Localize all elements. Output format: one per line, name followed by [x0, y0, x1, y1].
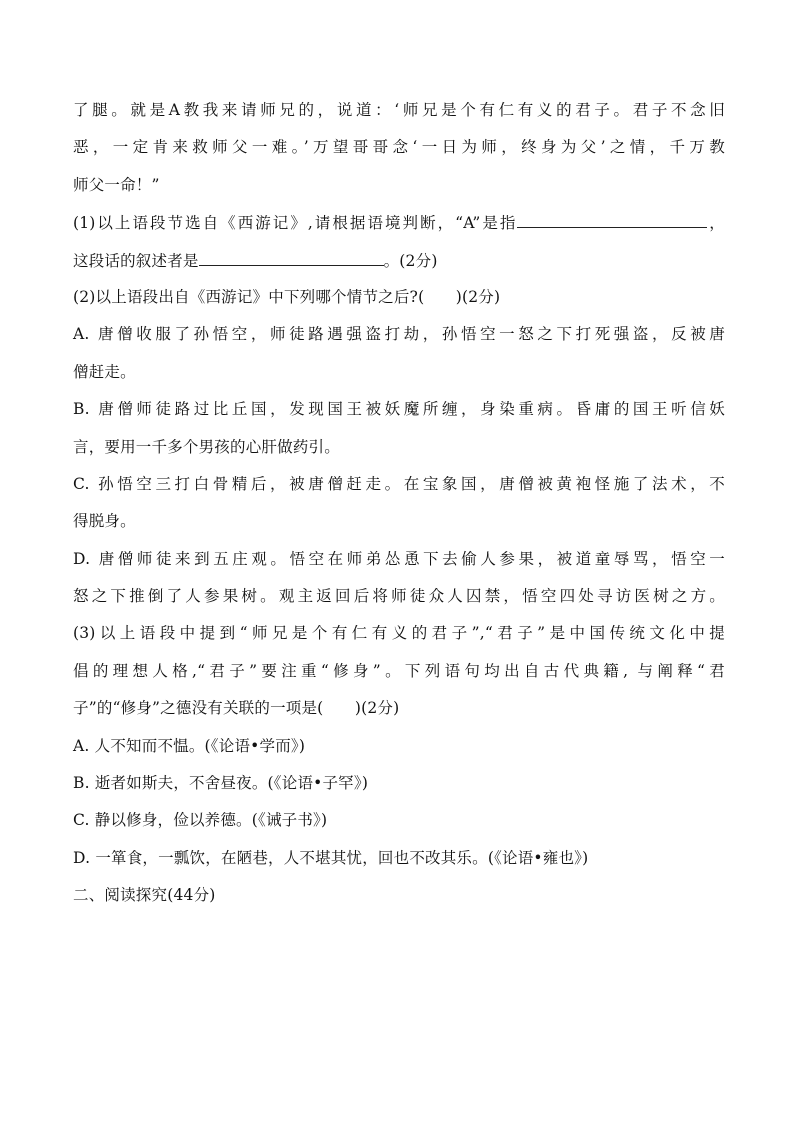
answer-blank-narrator[interactable]	[199, 250, 384, 266]
question-2-option-a-line-2: 僧赶走。	[73, 362, 136, 381]
question-1-text-b: 这段话的叙述者是	[73, 251, 199, 270]
question-1-line-2	[73, 250, 725, 270]
question-1-line-1	[73, 212, 725, 232]
question-2-option-c-line-2: 得脱身。	[73, 512, 136, 531]
question-3-stem-line-3: 子”的“修身”之德没有关联的一项是( )(2分)	[73, 699, 400, 718]
answer-blank-a[interactable]	[517, 212, 707, 228]
question-1-text-a: (1)以上语段节选自《西游记》,请根据语境判断，“A”是指	[73, 214, 518, 233]
passage-line-2: 恶，一定肯来救师父一难。’万望哥哥念‘一日为师，终身为父’之情，千万教	[73, 138, 725, 157]
question-3-stem-line-2: 倡的理想人格,“君子”要注重“修身”。下列语句均出自古代典籍, 与阐释“君	[73, 661, 725, 680]
question-2-stem: (2)以上语段出自《西游记》中下列哪个情节之后?( )(2分)	[73, 287, 501, 306]
question-1-text-b-end: 。(2分)	[383, 251, 438, 270]
question-3-stem-line-1: (3)以上语段中提到“师兄是个有仁有义的君子”,“君子”是中国传统文化中提	[73, 624, 725, 643]
question-3-option-d: D. 一箪食，一瓢饮，在陋巷，人不堪其忧，回也不改其乐。(《论语•雍也》)	[73, 848, 589, 867]
question-2-option-b-line-2: 言，要用一千多个男孩的心肝做药引。	[73, 437, 340, 456]
question-2-option-d-line-2: 怒之下推倒了人参果树。观主返回后将师徒众人囚禁，悟空四处寻访医树之方。	[73, 587, 725, 606]
question-3-option-c: C. 静以修身，俭以养德。(《诫子书》)	[73, 811, 328, 830]
question-3-option-b: B. 逝者如斯夫，不舍昼夜。(《论语•子罕》)	[73, 774, 369, 793]
question-2-option-d-line-1: D. 唐僧师徒来到五庄观。悟空在师弟怂恿下去偷人参果，被道童辱骂，悟空一	[73, 549, 725, 568]
passage-line-3: 师父一命！”	[73, 175, 160, 194]
question-2-option-c-line-1: C. 孙悟空三打白骨精后，被唐僧赶走。在宝象国，唐僧被黄袍怪施了法术，不	[73, 474, 725, 493]
document-page	[73, 100, 725, 923]
question-2-option-a-line-1: A. 唐僧收服了孙悟空，师徒路遇强盗打劫，孙悟空一怒之下打死强盗，反被唐	[73, 325, 725, 344]
passage-line-1: 了腿。就是A教我来请师兄的，说道：‘师兄是个有仁有义的君子。君子不念旧	[73, 101, 725, 119]
question-3-option-a: A. 人不知而不愠。(《论语•学而》)	[73, 736, 306, 755]
question-1-text-a-end: ，	[707, 214, 725, 233]
section-2-heading: 二、阅读探究(44分)	[73, 886, 216, 905]
question-2-option-b-line-1: B. 唐僧师徒路过比丘国，发现国王被妖魔所缠，身染重病。昏庸的国王听信妖	[73, 400, 725, 419]
